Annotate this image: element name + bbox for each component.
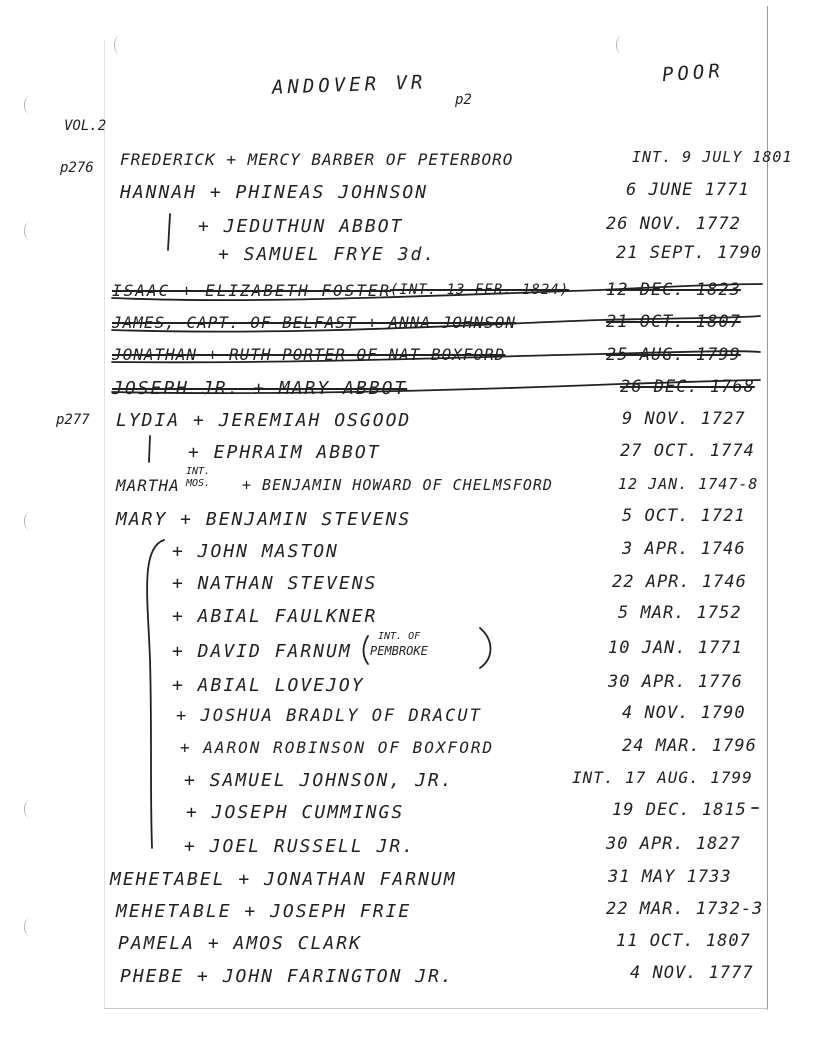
entry-date: 10 JAN. 1771 [608,638,743,658]
ditto-bar [168,214,170,250]
entry-note: PEMBROKE [370,644,428,658]
entry-names: LYDIA + JEREMIAH OSGOOD [116,410,412,431]
entry-date: 27 OCT. 1774 [620,441,755,461]
entry-date: 11 OCT. 1807 [616,931,751,951]
entry-names-struck: JONATHAN + RUTH PORTER OF NAT BOXFORD [112,345,506,364]
entry-names: PHEBE + JOHN FARINGTON JR. [120,966,454,987]
entry-date: 31 MAY 1733 [608,867,732,887]
entry-date: 19 DEC. 1815 [612,800,747,820]
entry-date: 30 APR. 1827 [606,834,741,854]
strike-line [112,316,760,332]
entry-date: 22 MAR. 1732-3 [606,899,764,919]
entry-names: + EPHRAIM ABBOT [188,442,381,463]
note-paren [364,636,369,664]
entry-date: 26 NOV. 1772 [606,214,741,234]
entry-date: 4 NOV. 1777 [630,963,754,983]
page-ref: p277 [56,412,90,428]
entry-names: + ABIAL FAULKNER [172,606,378,627]
entry-names: + ABIAL LOVEJOY [172,675,365,696]
entry-note-struck: (INT. 13 FEB. 1824) [390,282,570,298]
entry-date: 9 NOV. 1727 [622,409,746,429]
entry-date: 5 MAR. 1752 [618,603,742,623]
entry-names: + SAMUEL JOHNSON, JR. [184,770,454,791]
grouping-brace [147,540,164,848]
entry-names: MARTHA [116,476,180,495]
entry-names-struck: ISAAC + ELIZABETH FOSTER [112,281,392,300]
page-title: ANDOVER VR [271,71,427,99]
entry-date-struck: 25 AUG. 1799 [606,345,741,365]
entry-names: + JOEL RUSSELL JR. [184,836,416,857]
entry-names: MEHETABLE + JOSEPH FRIE [116,901,412,922]
strike-line [112,380,760,393]
entry-names: + BENJAMIN HOWARD OF CHELMSFORD [242,476,553,494]
entry-names: MEHETABEL + JONATHAN FARNUM [110,869,457,890]
entry-names: + NATHAN STEVENS [172,573,378,594]
entry-date: 12 JAN. 1747-8 [618,475,759,493]
entry-names: PAMELA + AMOS CLARK [118,933,362,954]
entry-date: INT. 17 AUG. 1799 [572,768,753,787]
page-title-suffix: p2 [455,92,472,108]
entry-note: MOS. [186,478,211,489]
entry-names: + JOSHUA BRADLY OF DRACUT [176,706,482,726]
entry-names: + JOSEPH CUMMINGS [186,802,405,823]
entry-names: + DAVID FARNUM [172,641,352,662]
entry-date: 3 APR. 1746 [622,539,746,559]
entry-date: 30 APR. 1776 [608,672,743,692]
entry-date: 6 JUNE 1771 [626,180,750,200]
entry-names-struck: JOSEPH JR. + MARY ABBOT [112,378,408,399]
entry-date: INT. 9 JULY 1801 [632,148,793,166]
entry-note: INT. OF [378,631,421,642]
rating-label: POOR [661,59,725,87]
entry-date: 24 MAR. 1796 [622,736,757,756]
entry-date-struck: 26 DEC. 1768 [620,377,755,397]
entry-names: + JOHN MASTON [172,541,339,562]
entry-names-struck: JAMES, CAPT. OF BELFAST + ANNA JOHNSON [112,313,517,332]
entry-names: MARY + BENJAMIN STEVENS [116,509,412,530]
note-paren [480,628,491,668]
entry-date: 22 APR. 1746 [612,572,747,592]
entry-date: 4 NOV. 1790 [622,703,746,723]
entry-date: 5 OCT. 1721 [622,506,746,526]
entry-names: FREDERICK + MERCY BARBER OF PETERBORO [120,150,514,169]
entry-names: + AARON ROBINSON OF BOXFORD [180,738,495,757]
strike-line [112,284,762,300]
page-ref: p276 [60,160,94,176]
volume-label: VOL.2 [64,118,107,134]
entry-date-struck: 12 DEC. 1823 [606,280,741,300]
entry-names: + SAMUEL FRYE 3d. [218,244,437,265]
entry-note: INT. [186,466,211,477]
entry-date: 21 SEPT. 1790 [616,243,763,263]
ditto-bar [149,436,150,462]
entry-names: + JEDUTHUN ABBOT [198,216,404,237]
entry-date-struck: 21 OCT. 1807 [606,312,741,332]
entry-names: HANNAH + PHINEAS JOHNSON [120,182,429,203]
strike-line [112,351,760,362]
